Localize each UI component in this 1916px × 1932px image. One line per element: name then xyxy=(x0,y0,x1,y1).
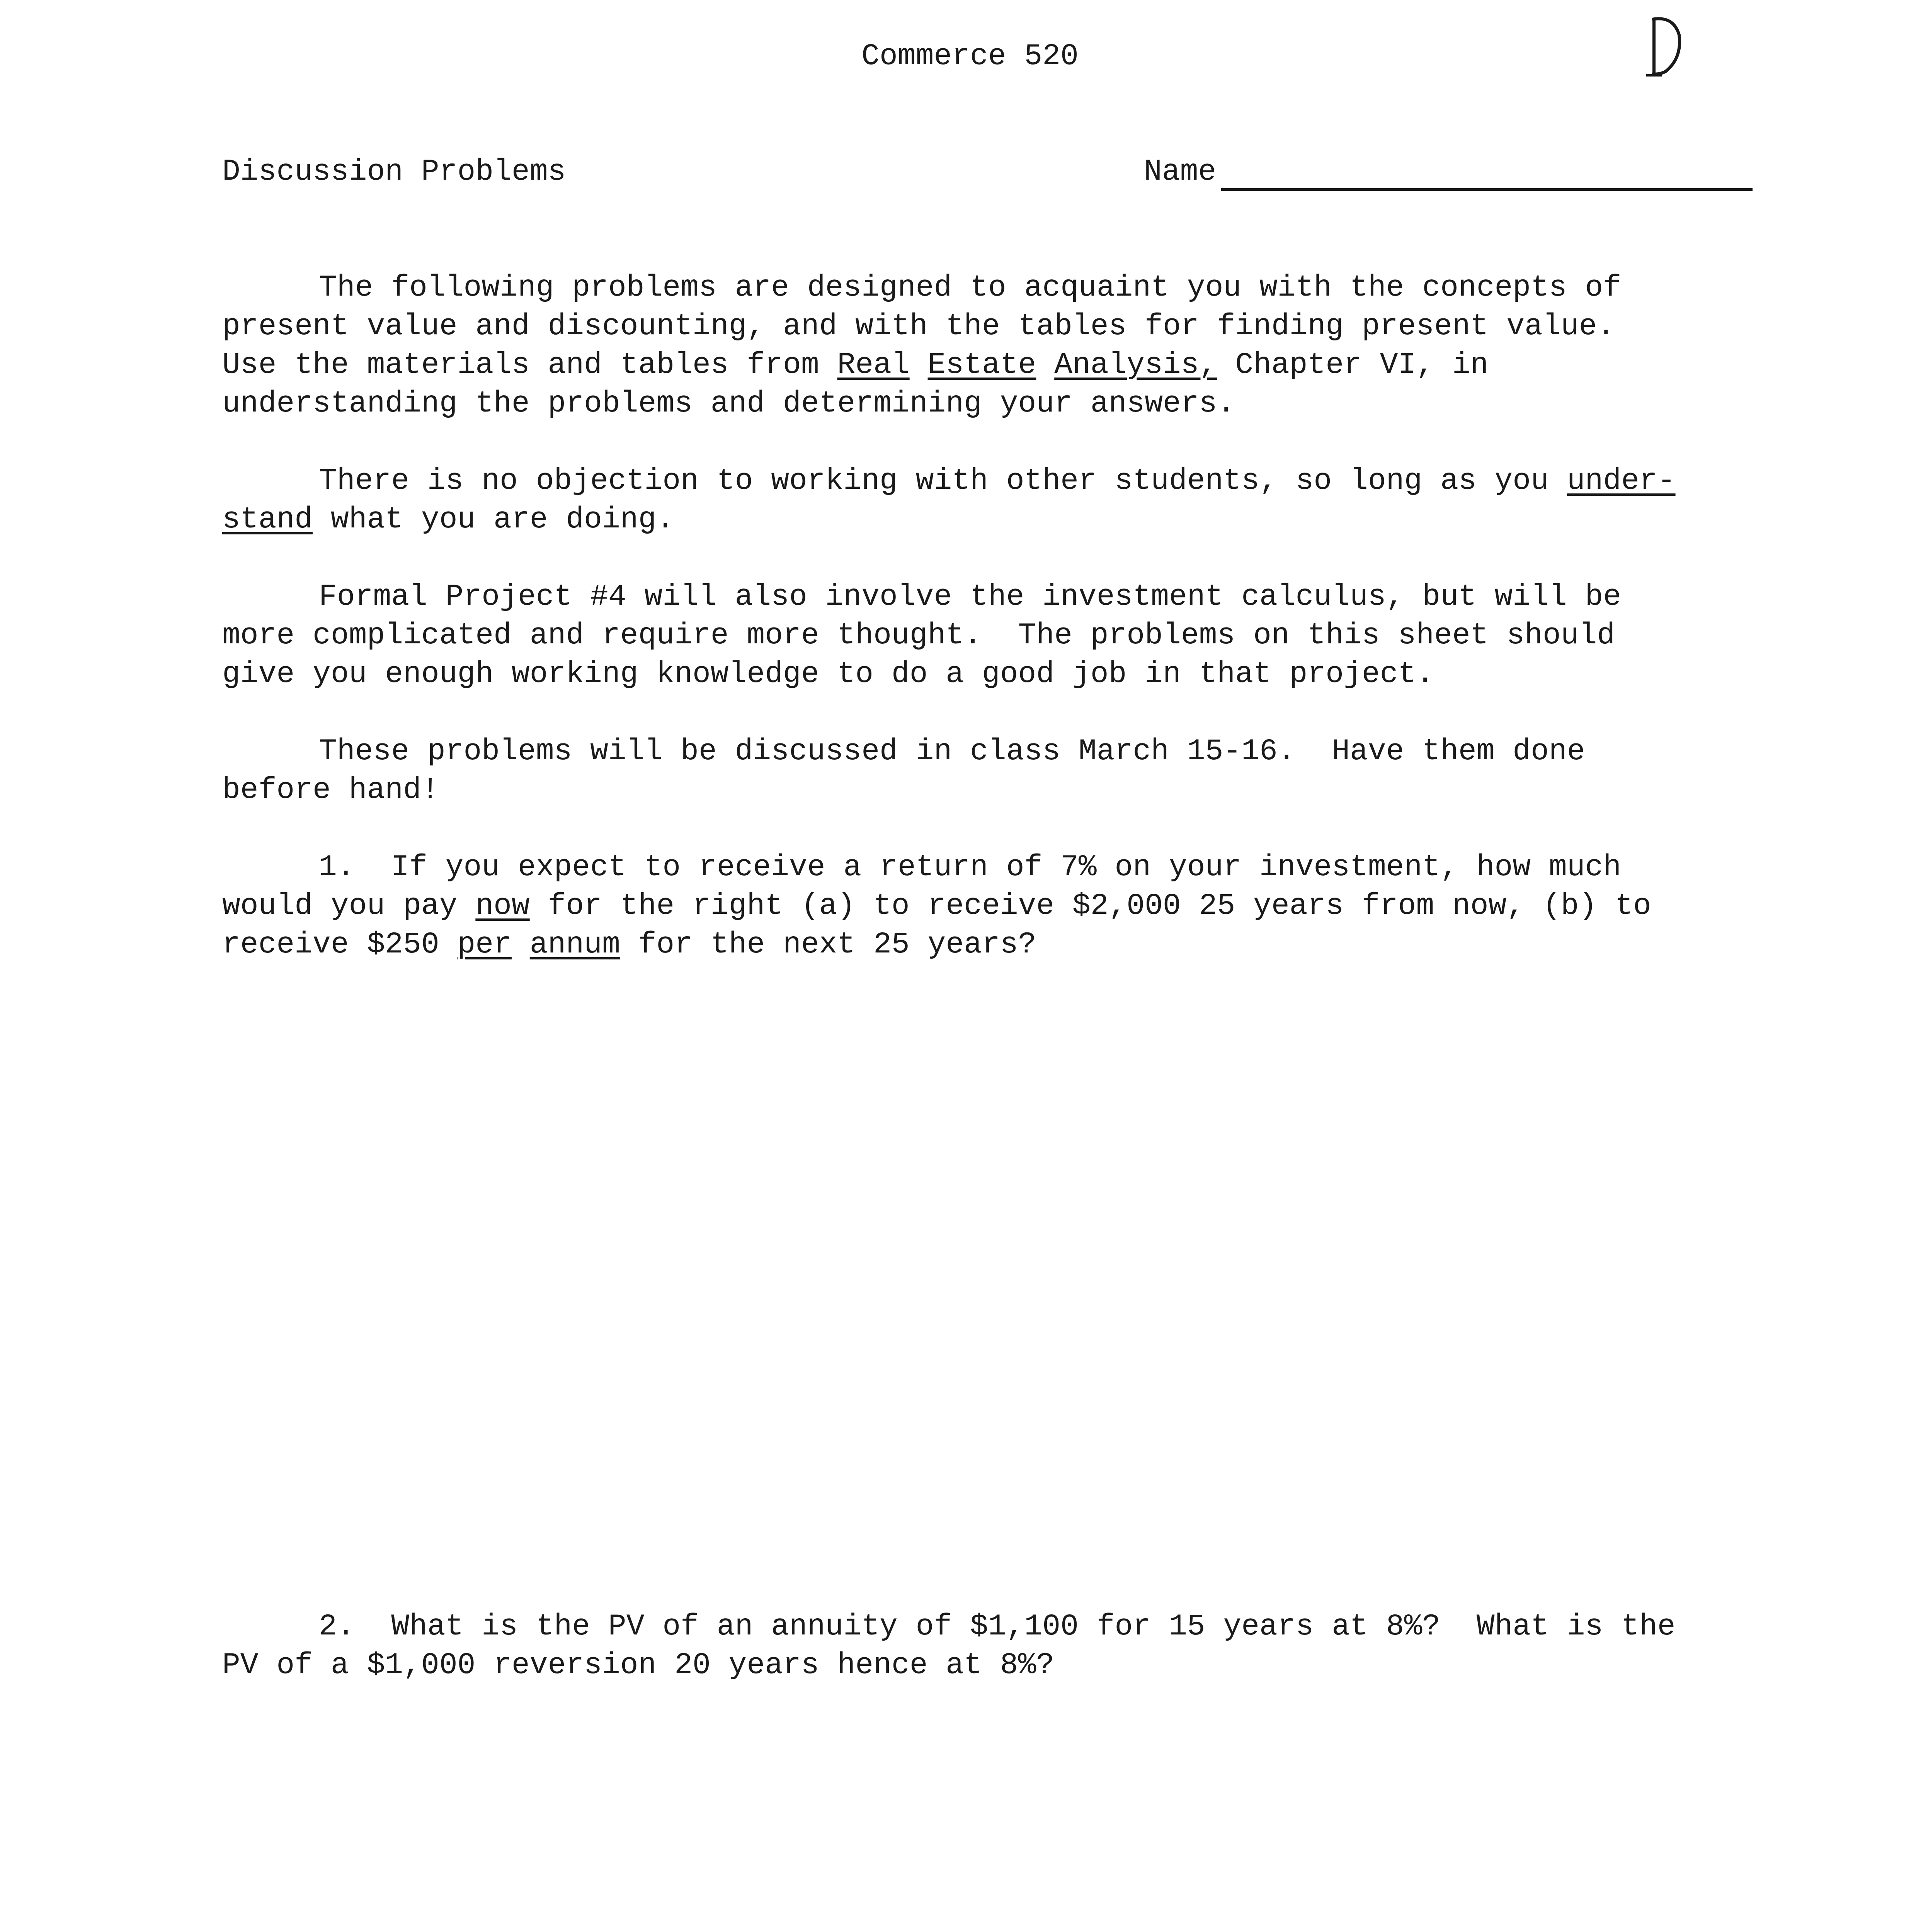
problem-2 xyxy=(222,1607,1764,1685)
book-title-word: Real xyxy=(837,348,910,382)
text-line: 2. What is the PV of an annuity of $1,100 for 15 years at 8%? What is the xyxy=(319,1610,1676,1644)
text-line: present value and discounting, and with the tables for finding present value. xyxy=(222,310,1615,344)
underlined-word: per xyxy=(457,928,512,962)
text-line: PV of a $1,000 reversion 20 years hence at 8%? xyxy=(222,1648,1055,1682)
problem-1 xyxy=(222,848,1764,964)
text-line: for the right (a) to receive $2,000 25 years from now, (b) to xyxy=(529,889,1651,923)
intro-paragraph-4 xyxy=(222,732,1764,810)
problem-2-answer-space[interactable] xyxy=(222,1700,1764,1932)
book-title-word: Analysis, xyxy=(1054,348,1217,382)
text-line: what you are doing. xyxy=(313,503,675,537)
text-line: 1. If you expect to receive a return of 7% on your investment, how much xyxy=(319,850,1622,884)
text-line: receive $250 xyxy=(222,928,458,962)
text-line: Formal Project #4 will also involve the investment calculus, but will be xyxy=(319,580,1622,614)
intro-paragraph-1 xyxy=(222,269,1764,423)
text-line: for the next 25 years? xyxy=(620,928,1036,962)
underlined-word: under- xyxy=(1567,464,1676,498)
text-line: Use the materials and tables from xyxy=(222,348,837,382)
text-line: more complicated and require more thought. The problems on this sheet should xyxy=(222,619,1615,653)
page-mark xyxy=(1637,8,1691,81)
text-line: Chapter VI, in xyxy=(1217,348,1489,382)
text-line: The following problems are designed to acquaint you with the concepts of xyxy=(319,271,1622,305)
underlined-word: now xyxy=(475,889,530,923)
course-title: Commerce 520 xyxy=(861,39,1079,73)
underlined-word: stand xyxy=(222,503,313,537)
sheet-title: Discussion Problems xyxy=(222,155,566,189)
name-label: Name xyxy=(1144,155,1217,189)
intro-paragraph-3 xyxy=(222,578,1764,694)
text-line: would you pay xyxy=(222,889,476,923)
text-line: give you enough working knowledge to do a good job in that project. xyxy=(222,657,1434,691)
book-title-word: Estate xyxy=(927,348,1036,382)
problem-1-answer-space[interactable] xyxy=(222,974,1764,1569)
name-blank-line[interactable] xyxy=(1221,188,1753,191)
text-line: understanding the problems and determining your answers. xyxy=(222,387,1235,421)
text-line: These problems will be discussed in class March 15-16. Have them done xyxy=(319,735,1585,769)
text-line: before hand! xyxy=(222,773,439,807)
text-line: There is no objection to working with other students, so long as you xyxy=(319,464,1567,498)
intro-paragraph-2 xyxy=(222,462,1764,539)
underlined-word: annum xyxy=(529,928,620,962)
